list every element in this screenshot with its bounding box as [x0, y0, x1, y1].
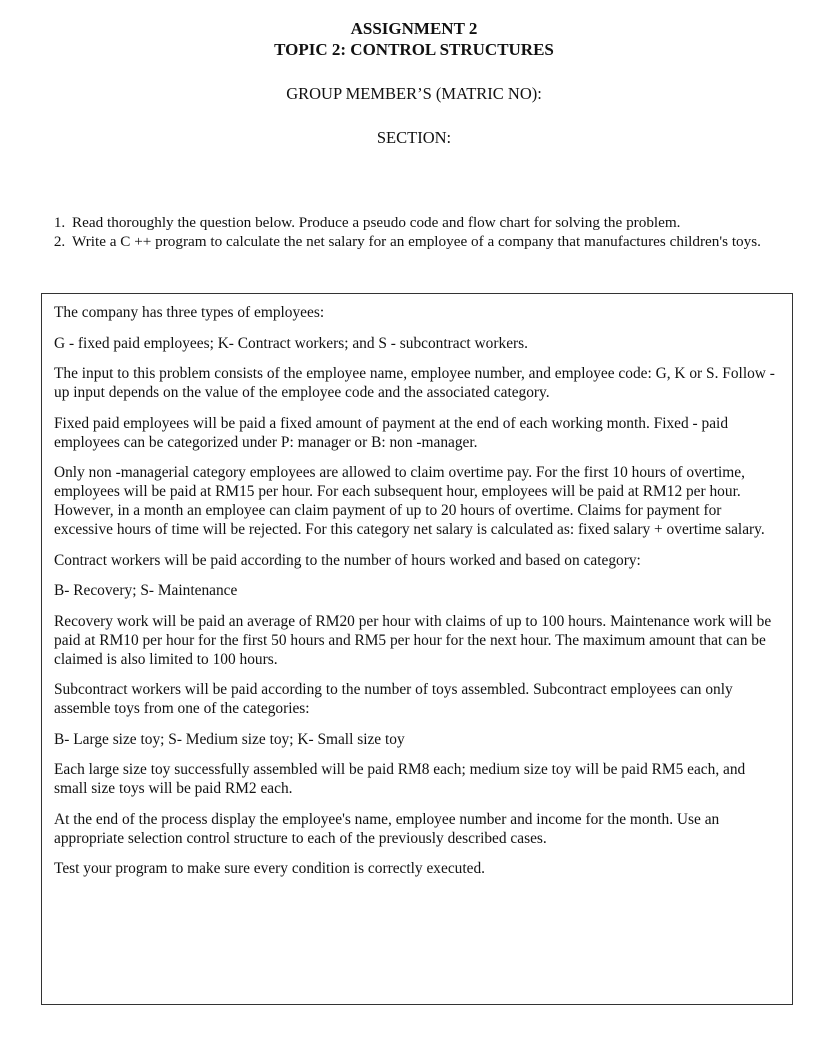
problem-paragraph: Fixed paid employees will be paid a fixed amount of payment at the end of each working month. Fixed - paid employees can be categorized under P: manager or B: non -manager. — [54, 414, 729, 451]
problem-paragraph: G - fixed paid employees; K- Contract workers; and S - subcontract workers. — [54, 334, 528, 352]
topic-title: TOPIC 2: CONTROL STRUCTURES — [274, 40, 554, 59]
problem-paragraph: The company has three types of employees: — [54, 304, 325, 321]
problem-paragraph: B- Recovery; S- Maintenance — [54, 582, 238, 599]
problem-paragraph: Each large size toy successfully assembled will be paid RM8 each; medium size toy will be paid RM5 each, and small size toys will be paid RM2 each. — [54, 761, 746, 797]
instruction-item: 2. Write a C ++ program to calculate the net salary for an employee of a company that manufactures children's toys. — [69, 232, 819, 251]
problem-paragraph: The input to this problem consists of the employee name, employee number, and employee code: G, K or S. Follow -up input depends on the value of the employee code and the associated category. — [54, 365, 775, 401]
assignment-title: ASSIGNMENT 2 — [350, 19, 478, 38]
problem-paragraph: Recovery work will be paid an average of RM20 per hour with claims of up to 100 hours. Maintenance work will be paid at RM10 per hour for the first 50 hours and RM5 per hour for the next hour. The maximum amount that can be claimed is also limited to 100 hours. — [54, 612, 772, 668]
problem-statement-box — [41, 293, 793, 1005]
group-members-label: GROUP MEMBER’S (MATRIC NO): — [286, 84, 542, 103]
problem-paragraph: B- Large size toy; S- Medium size toy; K- Small size toy — [54, 730, 405, 748]
instruction-item: 1. Read thoroughly the question below. Produce a pseudo code and flow chart for solving the problem. — [69, 213, 819, 232]
instructions-list — [21, 213, 819, 251]
section-label: SECTION: — [376, 128, 452, 147]
problem-paragraph: Test your program to make sure every condition is correctly executed. — [54, 860, 485, 877]
problem-paragraph: Subcontract workers will be paid according to the number of toys assembled. Subcontract employees can only assemble toys from one of the categories: — [54, 681, 733, 717]
problem-paragraph: Only non -managerial category employees are allowed to claim overtime pay. For the first 10 hours of overtime, employees will be paid at RM15 per hour. For each subsequent hour, employees will be paid at RM12 per hour. However, in a month an employee can claim payment of up to 20 hours of overtime. Claims for payment for excessive hours of time will be rejected. For this category net salary is calculated as: fixed salary + overtime salary. — [54, 464, 765, 538]
problem-paragraph: At the end of the process display the employee's name, employee number and income for the month. Use an appropriate selection control structure to each of the previously described cases. — [54, 810, 720, 847]
problem-paragraph: Contract workers will be paid according to the number of hours worked and based on category: — [54, 551, 641, 569]
